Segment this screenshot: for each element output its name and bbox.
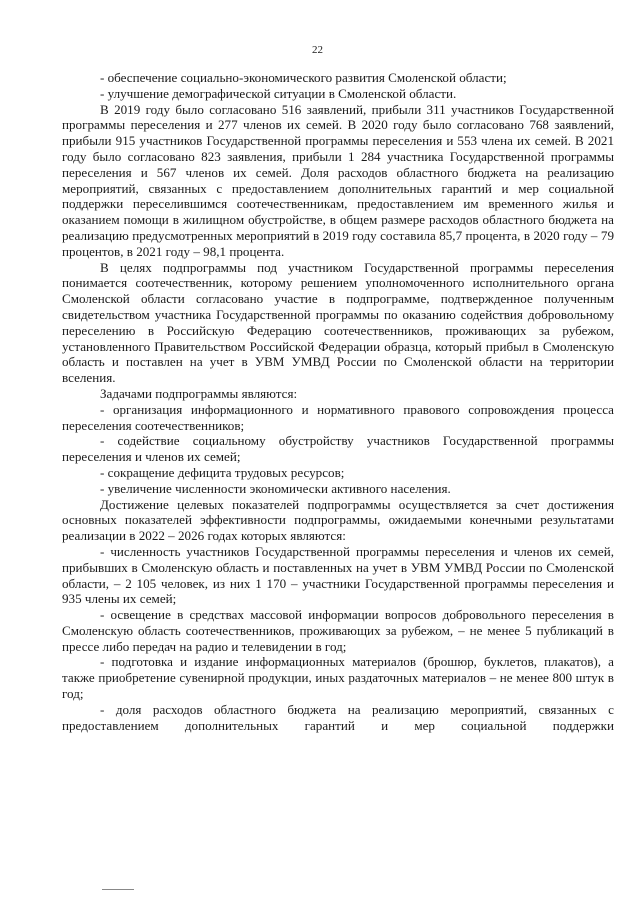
paragraph: Задачами подпрограммы являются: <box>100 385 298 401</box>
document-body <box>62 70 614 733</box>
paragraph: В целях подпрограммы под участником Государственной программы переселения понимается соотечественник, которому решением уполномоченного исполнительного органа Смоленской области согласовано участие в подпрограмме, подтвержденное полученным свидетельством участника Государственной программы по оказанию содействия добровольному переселению в Российскую Федерацию соотечественников, проживающих за рубежом, установленного Правительством Российской Федерации образца, который прибыл в Смоленскую область и поставлен на учет в УВМ УМВД России по Смоленской области на территории вселения. <box>62 259 614 386</box>
paragraph: - увеличение численности экономически активного населения. <box>100 480 451 496</box>
paragraph: - улучшение демографической ситуации в Смоленской области. <box>100 85 457 101</box>
paragraph: Достижение целевых показателей подпрограммы осуществляется за счет достижения основных показателей эффективности подпрограммы, ожидаемыми конечными результатами реализации в 2022 – 2026 годах которых являются: <box>62 496 614 544</box>
page-number: 22 <box>312 44 323 56</box>
paragraph: - подготовка и издание информационных материалов (брошюр, буклетов, плакатов), а также приобретение сувенирной продукции, иных раздаточных материалов – не менее 800 штук в год; <box>62 654 614 702</box>
paragraph: - обеспечение социально-экономического развития Смоленской области; <box>100 70 507 85</box>
paragraph: - доля расходов областного бюджета на реализацию мероприятий, связанных с предоставлением дополнительных гарантий и мер социальной поддержки <box>62 701 614 733</box>
paragraph: - организация информационного и нормативного правового сопровождения процесса переселения соотечественников; <box>62 401 614 433</box>
paragraph: В 2019 году было согласовано 516 заявлений, прибыли 311 участников Государственной программы переселения и 277 членов их семей. В 2020 году было согласовано 768 заявлений, прибыли 915 участников Государственной программы переселения и 553 члена их семей. В 2021 году было согласовано 823 заявления, прибыли 1 284 участника Государственной программы переселения и 567 членов их семей. Доля расходов областного бюджета на реализацию мероприятий, связанных с предоставлением дополнительных гарантий и мер социальной поддержки переселившимся соотечественникам, предоставлением им временного жилья и оказанием помощи в жилищном обустройстве, в общем размере расходов областного бюджета на реализацию предусмотренных мероприятий в 2019 году составила 85,7 процента, в 2020 году – 79 процентов, в 2021 году – 98,1 процента. <box>62 101 614 259</box>
paragraph: - содействие социальному обустройству участников Государственной программы переселения и членов их семей; <box>62 433 614 465</box>
paragraph: - сокращение дефицита трудовых ресурсов; <box>100 464 345 480</box>
paragraph: - освещение в средствах массовой информации вопросов добровольного переселения в Смоленскую область соотечественников, проживающих за рубежом, – не менее 5 публикаций в прессе либо передач на радио и телевидении в год; <box>62 607 614 654</box>
scan-edge-mark <box>102 889 134 890</box>
paragraph: - численность участников Государственной программы переселения и членов их семей, прибывших в Смоленскую область и поставленных на учет в УВМ УМВД России по Смоленской области, – 2 105 человек, из них 1 170 – участники Государственной программы переселения и 935 члены их семей; <box>62 543 614 607</box>
